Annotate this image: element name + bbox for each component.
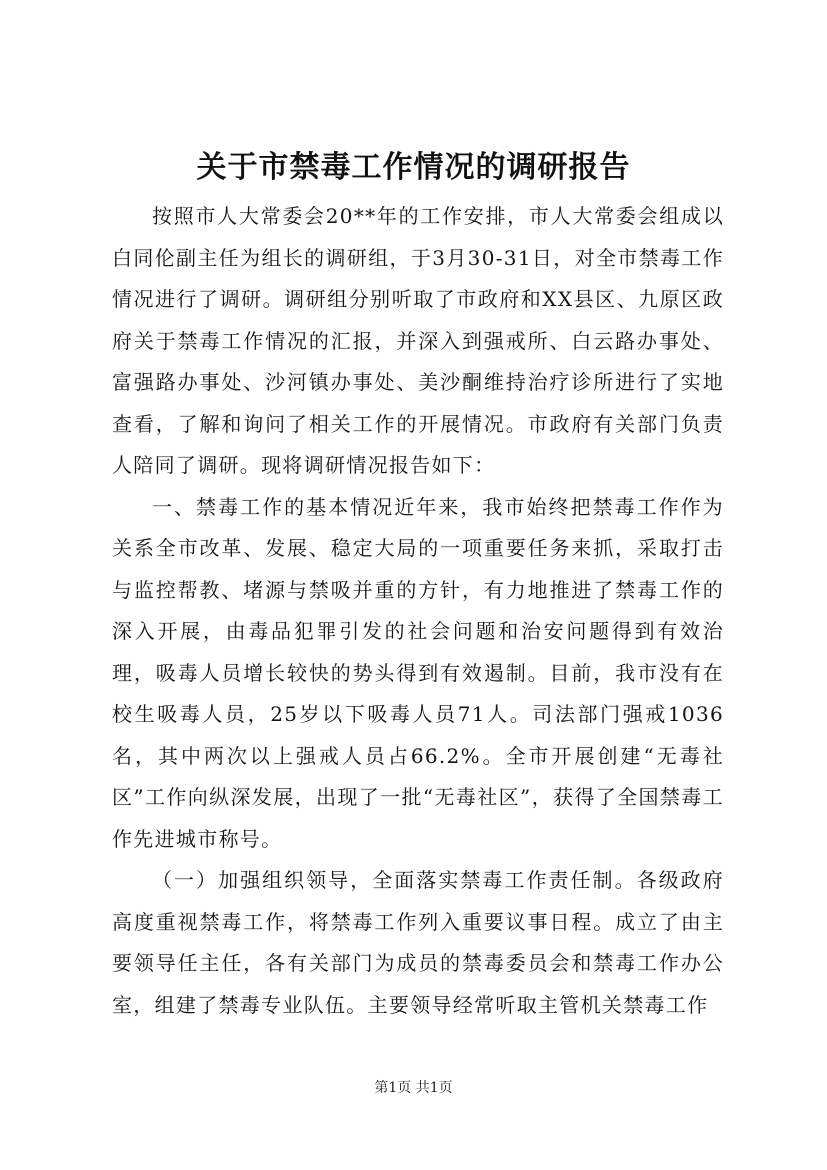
document-body [112,196,724,1026]
paragraph-intro: 按照市人大常委会20**年的工作安排，市人大常委会组成以白同伦副主任为组长的调研组，于3月30-31日，对全市禁毒工作情况进行了调研。调研组分别听取了市政府和XX县区、九原区政府关于禁毒工作情况的汇报，并深入到强戒所、白云路办事处、富强路办事处、沙河镇办事处、美沙酮维持治疗诊所进行了实地查看，了解和询问了相关工作的开展情况。市政府有关部门负责人陪同了调研。现将调研情况报告如下： [112,204,724,477]
paragraph-basic-situation: 一、禁毒工作的基本情况近年来，我市始终把禁毒工作作为关系全市改革、发展、稳定大局的一项重要任务来抓，采取打击与监控帮教、堵源与禁吸并重的方针，有力地推进了禁毒工作的深入开展，由毒品犯罪引发的社会问题和治安问题得到有效治理，吸毒人员增长较快的势头得到有效遏制。目前，我市没有在校生吸毒人员，25岁以下吸毒人员71人。司法部门强戒1036名，其中两次以上强戒人员占66.2%。全市开展创建“无毒社区”工作向纵深发展，出现了一批“无毒社区”，获得了全国禁毒工作先进城市称号。 [112,494,724,851]
paragraph-organization: （一）加强组织领导，全面落实禁毒工作责任制。各级政府高度重视禁毒工作，将禁毒工作列入重要议事日程。成立了由主要领导任主任，各有关部门为成员的禁毒委员会和禁毒工作办公室，组建了禁毒专业队伍。主要领导经常听取主管机关禁毒工作 [112,868,724,1017]
document-title: 关于市禁毒工作情况的调研报告 [196,150,631,185]
page-footer: 第1页 共1页 [374,1080,453,1096]
